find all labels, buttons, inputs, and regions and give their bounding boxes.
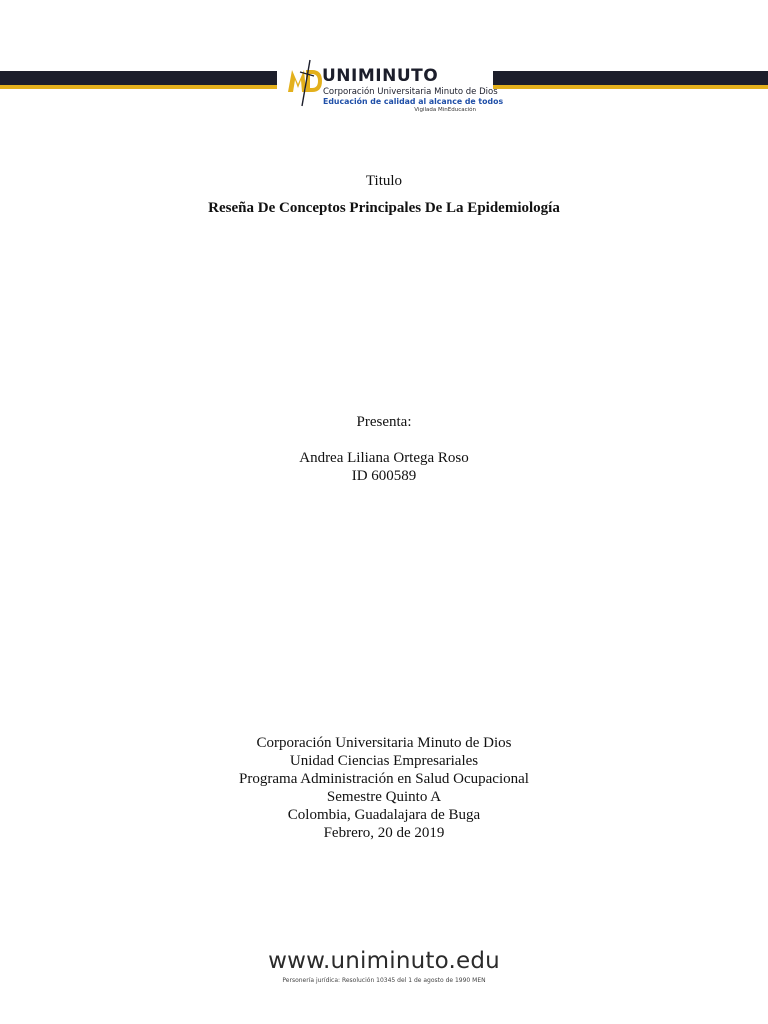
logo-subtitle: Corporación Universitaria Minuto de Dios	[323, 87, 498, 97]
program-name: Programa Administración en Salud Ocupacional	[239, 771, 529, 787]
header-band-right	[493, 71, 768, 89]
header-band-left	[0, 71, 277, 89]
unit-name: Unidad Ciencias Empresariales	[289, 753, 479, 769]
uniminuto-logo	[286, 58, 504, 116]
semester: Semestre Quinto A	[326, 789, 442, 805]
md-emblem-icon	[286, 58, 326, 108]
logo-oversight: Vigilada MinEducación	[414, 107, 476, 113]
institution-block	[0, 734, 768, 842]
document-title: Reseña De Conceptos Principales De La Epidemiología	[208, 200, 560, 216]
footer-url: www.uniminuto.edu	[268, 948, 500, 974]
footer-legal-note: Personería jurídica: Resolución 10345 del 1 de agosto de 1990 MEN	[282, 977, 486, 984]
institution-name: Corporación Universitaria Minuto de Dios	[256, 735, 512, 751]
header-stripe-right	[493, 85, 768, 89]
author-block	[0, 449, 768, 485]
date: Febrero, 20 de 2019	[323, 825, 445, 841]
header-stripe-left	[0, 85, 277, 89]
location: Colombia, Guadalajara de Buga	[287, 807, 481, 823]
author-name: Andrea Liliana Ortega Roso	[299, 450, 469, 466]
logo-tagline: Educación de calidad al alcance de todos	[323, 97, 504, 106]
presenta-label: Presenta:	[356, 414, 412, 430]
student-id: ID 600589	[351, 468, 417, 484]
title-label: Titulo	[365, 173, 403, 189]
logo-name: UNIMINUTO	[322, 66, 439, 86]
